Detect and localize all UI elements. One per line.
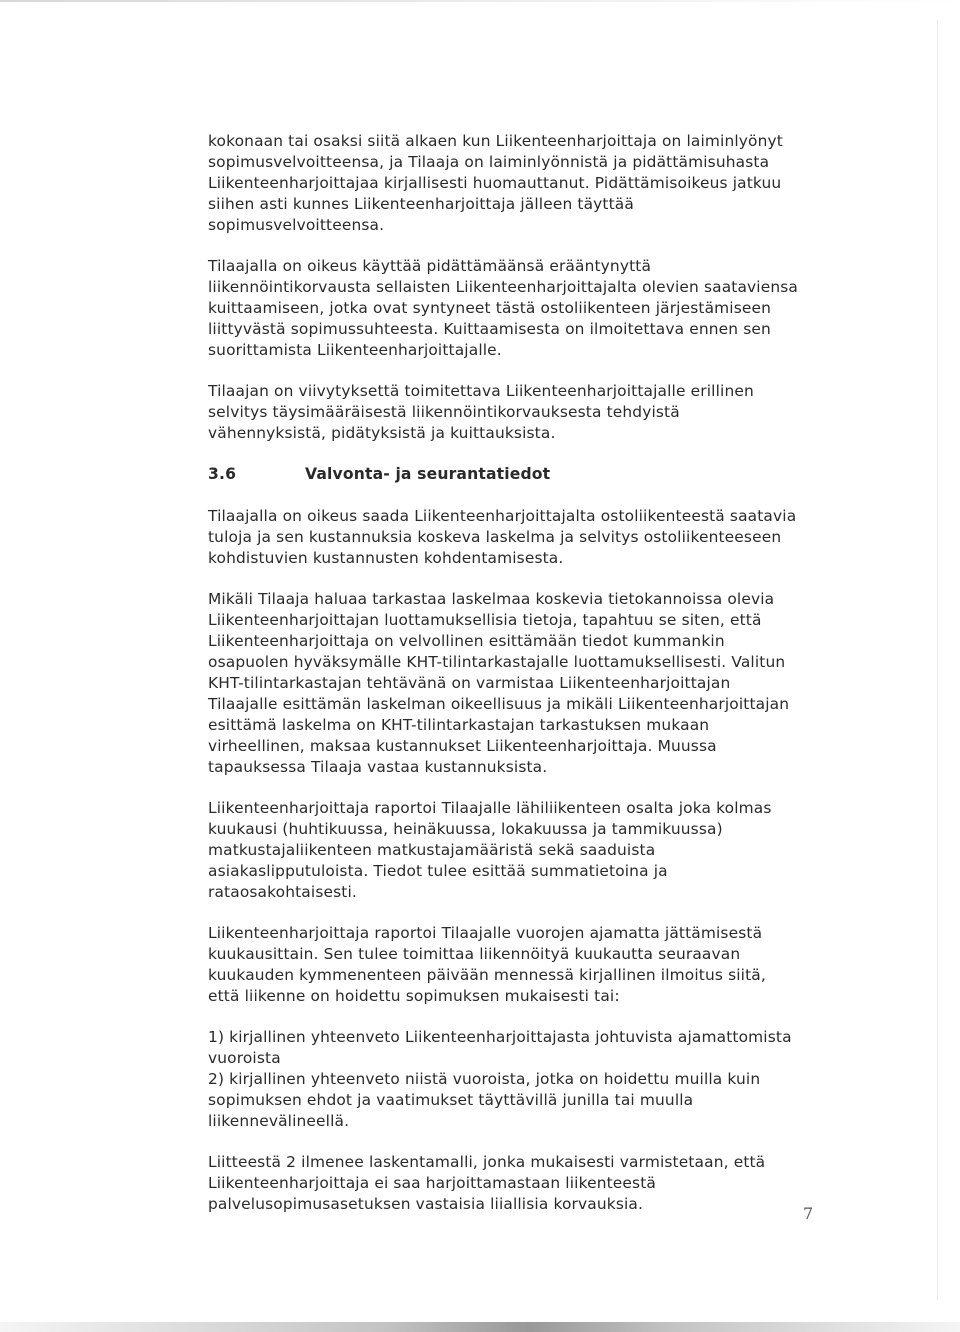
- paragraph: [208, 506, 818, 569]
- paragraph: [208, 589, 818, 778]
- text-line: Tilaajalla on oikeus saada Liikenteenharjoittajalta ostoliikenteestä saatavia: [208, 507, 797, 525]
- text-line: asiakaslipputuloista. Tiedot tulee esittää summatietoina ja: [208, 862, 668, 880]
- text-line: tapauksessa Tilaaja vastaa kustannuksista.: [208, 758, 548, 776]
- paragraph: [208, 256, 818, 361]
- text-line: Liikenteenharjoittaja on velvollinen esittämään tiedot kummankin: [208, 632, 725, 650]
- text-line: Liikenteenharjoittaja raportoi Tilaajalle lähiliikenteen osalta joka kolmas: [208, 799, 772, 817]
- text-line: esittämä laskelma on KHT-tilintarkastajan tarkastuksen mukaan: [208, 716, 710, 734]
- paragraph: [208, 923, 818, 1007]
- scan-top-edge: [0, 0, 960, 2]
- text-line: kokonaan tai osaksi siitä alkaen kun Liikenteenharjoittaja on laiminlyönyt: [208, 132, 783, 150]
- list-item-line: liikennevälineellä.: [208, 1112, 350, 1130]
- text-line: matkustajaliikenteen matkustajamääristä sekä saaduista: [208, 841, 656, 859]
- text-line: kohdistuvien kustannusten kohdentamisesta.: [208, 549, 564, 567]
- text-line: Liikenteenharjoittaja raportoi Tilaajalle vuorojen ajamatta jättämisestä: [208, 924, 763, 942]
- list-item-line: vuoroista: [208, 1049, 281, 1067]
- text-line: sopimusvelvoitteensa, ja Tilaaja on laiminlyönnistä ja pidättämisuhasta: [208, 153, 770, 171]
- text-line: kuittaamiseen, jotka ovat syntyneet tästä ostoliikenteen järjestämiseen: [208, 299, 772, 317]
- text-line: liittyvästä sopimussuhteesta. Kuittaamisesta on ilmoitettava ennen sen: [208, 320, 771, 338]
- text-line: Liikenteenharjoittajaa kirjallisesti huomauttanut. Pidättämisoikeus jatkuu: [208, 174, 782, 192]
- text-line: kuukausi (huhtikuussa, heinäkuussa, lokakuussa ja tammikuussa): [208, 820, 723, 838]
- text-line: osapuolen hyväksymälle KHT-tilintarkastajalle luottamuksellisesti. Valitun: [208, 653, 786, 671]
- text-line: että liikenne on hoidettu sopimuksen mukaisesti tai:: [208, 987, 620, 1005]
- page-number: 7: [803, 1204, 814, 1223]
- text-line: Liikenteenharjoittajan luottamuksellisia tietoja, tapahtuu se siten, että: [208, 611, 762, 629]
- list-item-line: 2) kirjallinen yhteenveto niistä vuoroista, jotka on hoidettu muilla kuin: [208, 1070, 761, 1088]
- text-line: rataosakohtaisesti.: [208, 883, 357, 901]
- text-line: Liitteestä 2 ilmenee laskentamalli, jonka mukaisesti varmistetaan, että: [208, 1153, 766, 1171]
- text-line: Tilaajalle esittämän laskelman oikeellisuus ja mikäli Liikenteenharjoittajan: [208, 695, 790, 713]
- text-line: kuukausittain. Sen tulee toimittaa liikennöityä kuukautta seuraavan: [208, 945, 741, 963]
- text-line: sopimusvelvoitteensa.: [208, 216, 385, 234]
- scan-bottom-edge: [0, 1322, 960, 1332]
- paragraph: [208, 798, 818, 903]
- text-line: tuloja ja sen kustannuksia koskeva laskelma ja selvitys ostoliikenteeseen: [208, 528, 782, 546]
- text-line: Mikäli Tilaaja haluaa tarkastaa laskelmaa koskevia tietokannoissa olevia: [208, 590, 775, 608]
- text-line: palvelusopimusasetuksen vastaisia liiallisia korvauksia.: [208, 1195, 644, 1213]
- section-heading: [208, 464, 818, 485]
- text-line: liikennöintikorvausta sellaisten Liikenteenharjoittajalta olevien saataviensa: [208, 278, 798, 296]
- scan-right-edge: [937, 20, 938, 1300]
- text-line: selvitys täysimääräisestä liikennöintikorvauksesta tehdyistä: [208, 403, 680, 421]
- paragraph: [208, 1152, 818, 1215]
- text-line: kuukauden kymmenenteen päivään mennessä kirjallinen ilmoitus siitä,: [208, 966, 766, 984]
- text-line: Tilaajalla on oikeus käyttää pidättämäänsä erääntynyttä: [208, 257, 652, 275]
- text-line: virheellinen, maksaa kustannukset Liikenteenharjoittaja. Muussa: [208, 737, 717, 755]
- section-title: Valvonta- ja seurantatiedot: [305, 465, 551, 483]
- paragraph: [208, 381, 818, 444]
- list-item-line: sopimuksen ehdot ja vaatimukset täyttävillä junilla tai muulla: [208, 1091, 694, 1109]
- numbered-list: [208, 1027, 818, 1132]
- text-line: siihen asti kunnes Liikenteenharjoittaja jälleen täyttää: [208, 195, 634, 213]
- text-line: KHT-tilintarkastajan tehtävänä on varmistaa Liikenteenharjoittajan: [208, 674, 731, 692]
- text-line: suorittamista Liikenteenharjoittajalle.: [208, 341, 502, 359]
- text-line: vähennyksistä, pidätyksistä ja kuittauksista.: [208, 424, 556, 442]
- paragraph: [208, 131, 818, 236]
- list-item-line: 1) kirjallinen yhteenveto Liikenteenharjoittajasta johtuvista ajamattomista: [208, 1028, 792, 1046]
- section-number: 3.6: [208, 465, 237, 483]
- text-line: Liikenteenharjoittaja ei saa harjoittamastaan liikenteestä: [208, 1174, 656, 1192]
- document-body: [208, 131, 818, 1235]
- text-line: Tilaajan on viivytyksettä toimitettava Liikenteenharjoittajalle erillinen: [208, 382, 754, 400]
